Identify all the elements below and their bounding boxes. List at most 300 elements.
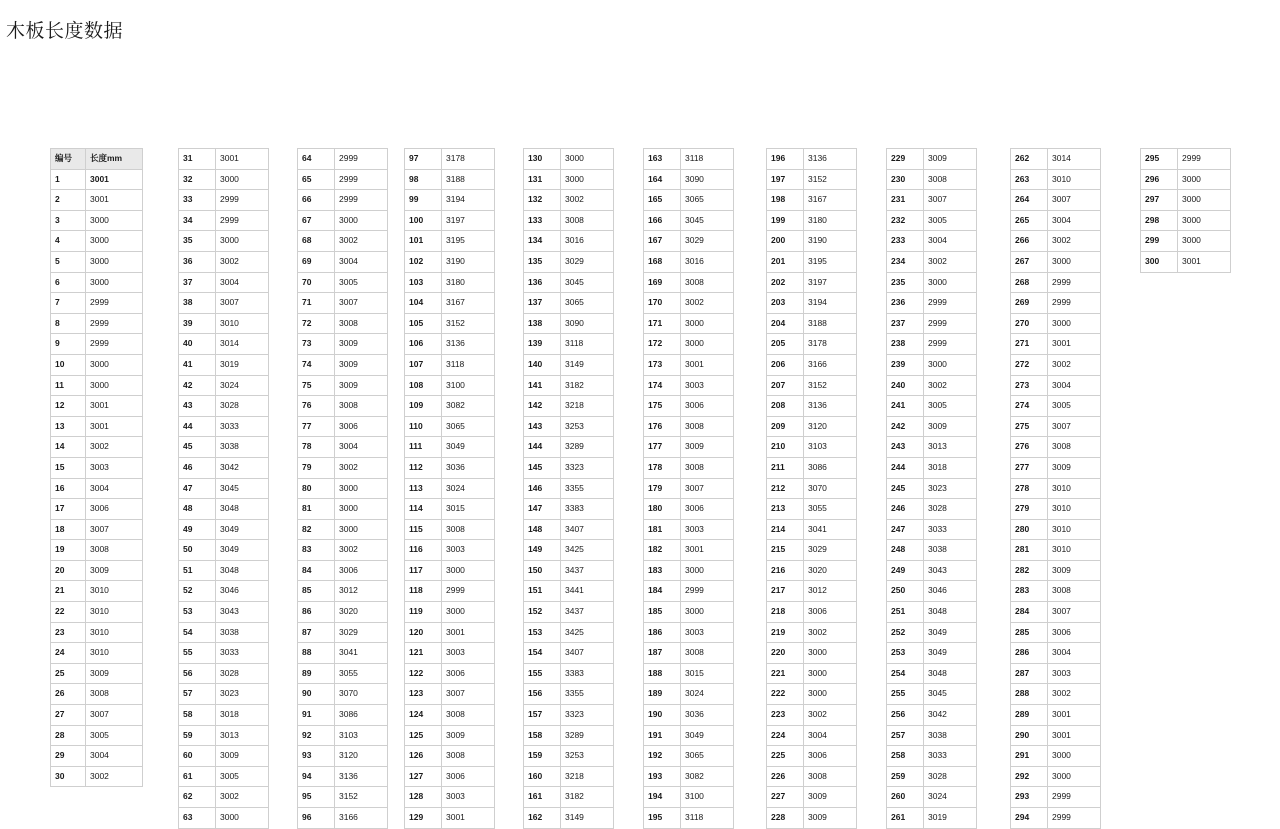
table-row <box>1011 746 1101 767</box>
cell-id: 93 <box>298 746 335 767</box>
table-row <box>887 643 977 664</box>
cell-value: 3045 <box>681 210 734 231</box>
cell-id: 216 <box>767 560 804 581</box>
cell-value: 3001 <box>86 190 143 211</box>
cell-id: 56 <box>179 663 216 684</box>
cell-value: 3005 <box>335 272 388 293</box>
table-row <box>887 581 977 602</box>
table-row <box>767 705 857 726</box>
cell-id: 192 <box>644 746 681 767</box>
cell-id: 288 <box>1011 684 1048 705</box>
cell-value: 3188 <box>804 313 857 334</box>
cell-value: 3008 <box>681 272 734 293</box>
table-row <box>887 231 977 252</box>
cell-id: 264 <box>1011 190 1048 211</box>
table-row <box>767 396 857 417</box>
cell-value: 3103 <box>335 725 388 746</box>
cell-id: 112 <box>405 457 442 478</box>
cell-value: 3009 <box>924 416 977 437</box>
cell-id: 247 <box>887 519 924 540</box>
cell-value: 3004 <box>335 251 388 272</box>
cell-id: 219 <box>767 622 804 643</box>
cell-value: 2999 <box>1048 787 1101 808</box>
table-row <box>51 581 143 602</box>
cell-id: 278 <box>1011 478 1048 499</box>
cell-id: 178 <box>644 457 681 478</box>
table-row <box>1011 457 1101 478</box>
table-row <box>405 602 495 623</box>
cell-id: 246 <box>887 499 924 520</box>
cell-id: 146 <box>524 478 561 499</box>
cell-id: 185 <box>644 602 681 623</box>
table-row <box>524 231 614 252</box>
cell-id: 190 <box>644 705 681 726</box>
table-row <box>298 499 388 520</box>
cell-id: 268 <box>1011 272 1048 293</box>
table-row <box>298 519 388 540</box>
data-column-block <box>1140 148 1231 273</box>
cell-value: 3167 <box>804 190 857 211</box>
table-row <box>51 663 143 684</box>
table-row <box>1011 602 1101 623</box>
cell-value: 3006 <box>335 560 388 581</box>
table-row <box>405 705 495 726</box>
cell-value: 3013 <box>924 437 977 458</box>
cell-id: 284 <box>1011 602 1048 623</box>
cell-value: 3005 <box>1048 396 1101 417</box>
cell-value: 3029 <box>335 622 388 643</box>
table-row <box>298 766 388 787</box>
cell-id: 17 <box>51 499 86 520</box>
table-row <box>405 663 495 684</box>
cell-value: 3008 <box>335 396 388 417</box>
table-row <box>767 540 857 561</box>
cell-id: 46 <box>179 457 216 478</box>
table-row <box>1011 766 1101 787</box>
cell-id: 69 <box>298 251 335 272</box>
cell-id: 83 <box>298 540 335 561</box>
cell-id: 209 <box>767 416 804 437</box>
table-row <box>405 272 495 293</box>
table-row <box>51 375 143 396</box>
cell-value: 3000 <box>561 169 614 190</box>
cell-value: 3182 <box>561 787 614 808</box>
cell-id: 103 <box>405 272 442 293</box>
cell-id: 167 <box>644 231 681 252</box>
table-row <box>1011 190 1101 211</box>
cell-id: 40 <box>179 334 216 355</box>
cell-id: 152 <box>524 602 561 623</box>
cell-value: 3002 <box>804 705 857 726</box>
cell-id: 261 <box>887 808 924 829</box>
table-row <box>1011 293 1101 314</box>
cell-id: 297 <box>1141 190 1178 211</box>
table-row <box>524 416 614 437</box>
table-row <box>524 272 614 293</box>
cell-value: 3152 <box>335 787 388 808</box>
cell-value: 3002 <box>1048 231 1101 252</box>
cell-value: 3002 <box>924 251 977 272</box>
table-row <box>887 663 977 684</box>
table-row <box>298 149 388 170</box>
cell-value: 3009 <box>681 437 734 458</box>
cell-id: 98 <box>405 169 442 190</box>
cell-value: 3182 <box>561 375 614 396</box>
cell-id: 96 <box>298 808 335 829</box>
cell-id: 128 <box>405 787 442 808</box>
cell-value: 3007 <box>442 684 495 705</box>
cell-id: 253 <box>887 643 924 664</box>
cell-id: 187 <box>644 643 681 664</box>
cell-id: 43 <box>179 396 216 417</box>
cell-value: 3006 <box>86 499 143 520</box>
cell-value: 3000 <box>1178 190 1231 211</box>
cell-id: 20 <box>51 560 86 581</box>
cell-id: 158 <box>524 725 561 746</box>
table-row <box>179 334 269 355</box>
cell-value: 3000 <box>442 560 495 581</box>
cell-value: 3042 <box>924 705 977 726</box>
table-row <box>524 396 614 417</box>
cell-value: 3038 <box>924 725 977 746</box>
table-row <box>405 251 495 272</box>
table-row <box>1011 519 1101 540</box>
table-row <box>887 602 977 623</box>
data-column-block <box>178 148 269 829</box>
table-row <box>887 396 977 417</box>
cell-id: 249 <box>887 560 924 581</box>
cell-id: 250 <box>887 581 924 602</box>
cell-id: 41 <box>179 354 216 375</box>
table-row <box>524 251 614 272</box>
header-cell-value: 长度mm <box>86 149 143 170</box>
data-table <box>297 148 388 829</box>
table-row <box>179 581 269 602</box>
table-row <box>644 622 734 643</box>
cell-id: 137 <box>524 293 561 314</box>
cell-id: 117 <box>405 560 442 581</box>
table-row <box>644 540 734 561</box>
cell-value: 3014 <box>216 334 269 355</box>
cell-id: 217 <box>767 581 804 602</box>
table-row <box>887 437 977 458</box>
cell-value: 3010 <box>1048 519 1101 540</box>
cell-value: 3001 <box>442 808 495 829</box>
cell-id: 236 <box>887 293 924 314</box>
cell-id: 198 <box>767 190 804 211</box>
cell-value: 3049 <box>216 540 269 561</box>
cell-id: 265 <box>1011 210 1048 231</box>
table-row <box>767 354 857 375</box>
cell-value: 3049 <box>681 725 734 746</box>
cell-id: 267 <box>1011 251 1048 272</box>
cell-id: 260 <box>887 787 924 808</box>
cell-value: 3000 <box>924 354 977 375</box>
cell-value: 3019 <box>924 808 977 829</box>
table-row <box>524 334 614 355</box>
cell-id: 81 <box>298 499 335 520</box>
table-row <box>179 560 269 581</box>
cell-id: 63 <box>179 808 216 829</box>
table-row <box>51 396 143 417</box>
cell-id: 61 <box>179 766 216 787</box>
cell-value: 3010 <box>1048 540 1101 561</box>
cell-id: 11 <box>51 375 86 396</box>
cell-value: 3000 <box>1178 169 1231 190</box>
cell-value: 3001 <box>1048 705 1101 726</box>
cell-id: 59 <box>179 725 216 746</box>
cell-value: 3000 <box>335 478 388 499</box>
table-row <box>179 169 269 190</box>
cell-id: 295 <box>1141 149 1178 170</box>
table-row <box>179 602 269 623</box>
table-row <box>524 560 614 581</box>
table-row <box>524 478 614 499</box>
cell-value: 3002 <box>924 375 977 396</box>
data-column-block <box>297 148 388 829</box>
cell-value: 3033 <box>216 416 269 437</box>
cell-id: 16 <box>51 478 86 499</box>
cell-value: 3118 <box>681 149 734 170</box>
cell-value: 3028 <box>216 663 269 684</box>
cell-value: 3120 <box>335 746 388 767</box>
cell-value: 3008 <box>442 746 495 767</box>
table-row <box>1011 149 1101 170</box>
cell-value: 2999 <box>1178 149 1231 170</box>
table-row <box>51 313 143 334</box>
cell-id: 72 <box>298 313 335 334</box>
table-row <box>644 396 734 417</box>
cell-id: 279 <box>1011 499 1048 520</box>
cell-id: 188 <box>644 663 681 684</box>
cell-value: 3188 <box>442 169 495 190</box>
cell-id: 214 <box>767 519 804 540</box>
cell-id: 204 <box>767 313 804 334</box>
cell-id: 230 <box>887 169 924 190</box>
cell-value: 3197 <box>442 210 495 231</box>
cell-id: 161 <box>524 787 561 808</box>
data-column-block <box>404 148 495 829</box>
cell-value: 3018 <box>216 705 269 726</box>
table-row <box>405 499 495 520</box>
data-column-block <box>643 148 734 829</box>
table-row <box>524 725 614 746</box>
table-row <box>524 787 614 808</box>
cell-value: 3323 <box>561 457 614 478</box>
cell-id: 224 <box>767 725 804 746</box>
cell-id: 170 <box>644 293 681 314</box>
cell-id: 166 <box>644 210 681 231</box>
cell-id: 160 <box>524 766 561 787</box>
table-row <box>51 560 143 581</box>
cell-id: 222 <box>767 684 804 705</box>
table-row <box>1011 540 1101 561</box>
page-title: 木板长度数据 <box>6 21 124 42</box>
table-row <box>51 684 143 705</box>
cell-id: 123 <box>405 684 442 705</box>
cell-value: 3000 <box>86 231 143 252</box>
cell-id: 18 <box>51 519 86 540</box>
cell-id: 114 <box>405 499 442 520</box>
cell-value: 2999 <box>86 334 143 355</box>
table-row <box>298 457 388 478</box>
data-column-block <box>50 148 143 787</box>
cell-id: 212 <box>767 478 804 499</box>
cell-id: 35 <box>179 231 216 252</box>
table-row <box>298 169 388 190</box>
table-row <box>298 746 388 767</box>
cell-value: 3166 <box>804 354 857 375</box>
cell-id: 210 <box>767 437 804 458</box>
table-row <box>1141 231 1231 252</box>
cell-value: 3002 <box>804 622 857 643</box>
cell-value: 3070 <box>804 478 857 499</box>
cell-id: 172 <box>644 334 681 355</box>
cell-value: 2999 <box>335 190 388 211</box>
cell-id: 75 <box>298 375 335 396</box>
table-row <box>1011 499 1101 520</box>
cell-value: 3190 <box>804 231 857 252</box>
table-row <box>298 437 388 458</box>
cell-value: 3001 <box>681 354 734 375</box>
cell-id: 207 <box>767 375 804 396</box>
cell-value: 3197 <box>804 272 857 293</box>
cell-id: 27 <box>51 705 86 726</box>
cell-value: 3045 <box>216 478 269 499</box>
cell-id: 71 <box>298 293 335 314</box>
table-row <box>887 705 977 726</box>
table-row <box>644 210 734 231</box>
cell-value: 2999 <box>924 313 977 334</box>
cell-value: 3000 <box>804 663 857 684</box>
cell-value: 3001 <box>216 149 269 170</box>
cell-id: 251 <box>887 602 924 623</box>
table-row <box>405 396 495 417</box>
cell-value: 3001 <box>86 396 143 417</box>
cell-value: 3003 <box>681 519 734 540</box>
cell-id: 280 <box>1011 519 1048 540</box>
table-row <box>767 663 857 684</box>
table-row <box>1141 251 1231 272</box>
cell-value: 3002 <box>335 231 388 252</box>
cell-value: 2999 <box>335 169 388 190</box>
table-row <box>298 622 388 643</box>
table-row <box>767 581 857 602</box>
table-row <box>179 705 269 726</box>
table-row <box>767 169 857 190</box>
cell-value: 3010 <box>1048 478 1101 499</box>
cell-value: 3006 <box>335 416 388 437</box>
cell-value: 3015 <box>681 663 734 684</box>
table-row <box>405 416 495 437</box>
cell-value: 3086 <box>335 705 388 726</box>
cell-value: 3029 <box>804 540 857 561</box>
cell-value: 3008 <box>1048 437 1101 458</box>
cell-value: 3002 <box>335 540 388 561</box>
table-row <box>1011 560 1101 581</box>
table-row <box>644 766 734 787</box>
cell-id: 1 <box>51 169 86 190</box>
cell-id: 226 <box>767 766 804 787</box>
cell-id: 299 <box>1141 231 1178 252</box>
cell-id: 235 <box>887 272 924 293</box>
table-row <box>298 540 388 561</box>
cell-id: 138 <box>524 313 561 334</box>
cell-id: 285 <box>1011 622 1048 643</box>
data-column-block <box>886 148 977 829</box>
table-row <box>767 622 857 643</box>
cell-id: 191 <box>644 725 681 746</box>
cell-value: 3048 <box>216 560 269 581</box>
table-row <box>298 560 388 581</box>
cell-value: 3000 <box>216 169 269 190</box>
cell-id: 294 <box>1011 808 1048 829</box>
data-column-block <box>523 148 614 829</box>
cell-id: 109 <box>405 396 442 417</box>
table-row <box>179 396 269 417</box>
data-table <box>886 148 977 829</box>
table-row <box>644 231 734 252</box>
table-row <box>644 746 734 767</box>
cell-value: 3014 <box>1048 149 1101 170</box>
table-row <box>887 746 977 767</box>
table-row <box>1011 787 1101 808</box>
table-row <box>405 581 495 602</box>
cell-id: 80 <box>298 478 335 499</box>
cell-value: 3218 <box>561 396 614 417</box>
cell-id: 258 <box>887 746 924 767</box>
cell-value: 3065 <box>681 190 734 211</box>
table-row <box>887 808 977 829</box>
cell-value: 3082 <box>442 396 495 417</box>
cell-id: 116 <box>405 540 442 561</box>
cell-value: 3008 <box>442 705 495 726</box>
table-row <box>298 416 388 437</box>
cell-id: 23 <box>51 622 86 643</box>
cell-value: 3000 <box>681 334 734 355</box>
cell-value: 3152 <box>804 375 857 396</box>
table-row <box>51 416 143 437</box>
cell-id: 171 <box>644 313 681 334</box>
cell-id: 241 <box>887 396 924 417</box>
table-row <box>887 313 977 334</box>
table-row <box>767 251 857 272</box>
table-row <box>887 684 977 705</box>
cell-id: 79 <box>298 457 335 478</box>
cell-id: 254 <box>887 663 924 684</box>
cell-value: 3009 <box>442 725 495 746</box>
cell-id: 121 <box>405 643 442 664</box>
table-row <box>524 210 614 231</box>
cell-value: 3152 <box>442 313 495 334</box>
table-row <box>644 149 734 170</box>
table-row <box>767 437 857 458</box>
cell-value: 3437 <box>561 560 614 581</box>
cell-id: 164 <box>644 169 681 190</box>
table-row <box>1011 478 1101 499</box>
cell-value: 3028 <box>924 499 977 520</box>
cell-id: 39 <box>179 313 216 334</box>
cell-value: 3355 <box>561 684 614 705</box>
table-row <box>51 519 143 540</box>
table-row <box>887 725 977 746</box>
cell-id: 66 <box>298 190 335 211</box>
cell-id: 86 <box>298 602 335 623</box>
cell-id: 74 <box>298 354 335 375</box>
cell-id: 6 <box>51 272 86 293</box>
table-row <box>51 457 143 478</box>
cell-id: 213 <box>767 499 804 520</box>
